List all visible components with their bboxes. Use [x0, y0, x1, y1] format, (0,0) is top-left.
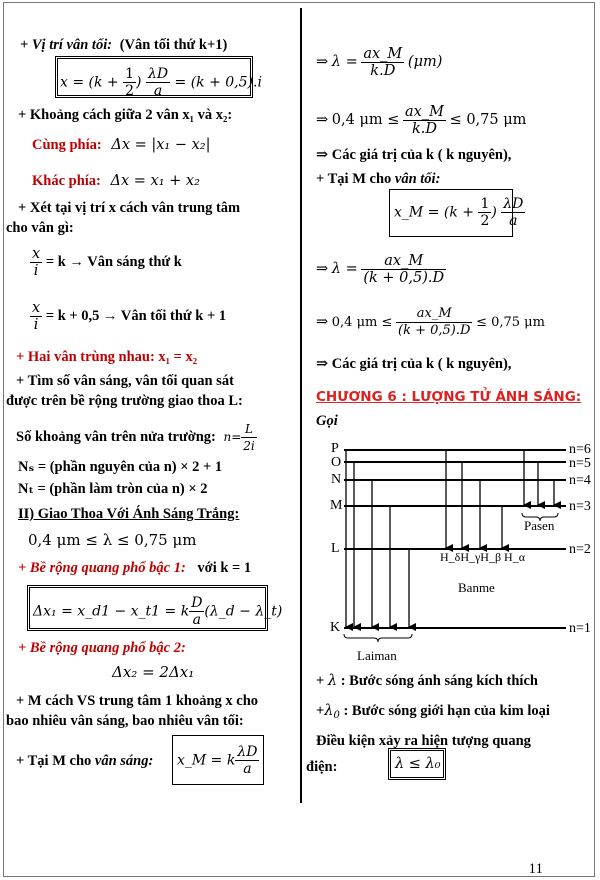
k-values-bright: ⇒ Các giá trị của k ( k nguyên), — [316, 147, 512, 163]
lambda-definition: + λ : Bước sóng ánh sáng kích thích — [316, 673, 538, 689]
level-n1: n=1 — [569, 621, 591, 636]
condition-line-2: điện: — [306, 759, 338, 775]
level-n4: n=4 — [569, 473, 591, 488]
white-light-range: 0,4 μm ≤ λ ≤ 0,75 μm — [28, 531, 197, 549]
level-O: O — [331, 455, 342, 470]
condition-line-1: Điều kiện xảy ra hiện tượng quang — [316, 733, 531, 749]
lambda-from-xm: ⇒ λ = $\frac{ax\_M}{k.D}$ (μm) — [316, 46, 443, 79]
lyman-transitions — [346, 450, 409, 627]
m-question-1: + M cách VS trung tâm 1 khoảng x cho — [16, 693, 259, 709]
lambda-from-xm-dark: ⇒ λ = $\frac{ax\_M}{(k + 0,5).D}$ — [316, 253, 445, 286]
white-light-heading: II) Giao Thoa Với Ánh Sáng Trắng: — [18, 506, 240, 522]
lyman-brace — [344, 634, 412, 642]
spectrum-order1-row: + Bề rộng quang phổ bậc 1: với k = 1 — [18, 560, 252, 576]
position-intro-1: + Xét tại vị trí x cách vân trung tâm — [18, 200, 241, 216]
lambda0-definition: $+\lambda_0$ : Bước sóng giới hạn của kim loại — [316, 703, 550, 721]
level-lines — [344, 450, 566, 628]
balmer-transitions — [446, 450, 502, 548]
same-side-row: Cùng phía: Δx = |x₁ − x₂| — [32, 137, 211, 153]
level-n2: n=2 — [569, 542, 591, 557]
series-lyman-label: Laiman — [357, 648, 397, 663]
coincide-rule: + Hai vân trùng nhau: x₁ = x₂ — [16, 349, 198, 365]
m-bright-label: + Tại M cho vân sáng: — [16, 753, 154, 769]
level-L: L — [331, 541, 340, 556]
pasen-transitions — [524, 450, 554, 505]
level-n6: n=6 — [569, 442, 591, 457]
level-N: N — [331, 472, 342, 487]
k-values-dark: ⇒ Các giá trị của k ( k nguyên), — [316, 356, 512, 372]
goi-label: Gọi — [316, 413, 338, 429]
count-intro-1: + Tìm số vân sáng, vân tối quan sát — [16, 373, 234, 389]
chapter-title: CHƯƠNG 6 : LƯỢNG TỬ ÁNH SÁNG: — [316, 389, 582, 405]
position-intro-2: cho vân gì: — [6, 220, 74, 236]
opposite-side-row: Khác phía: Δx = x₁ + x₂ — [32, 173, 200, 189]
level-n3: n=3 — [569, 499, 591, 514]
series-balmer-label: Banme — [458, 580, 495, 595]
series-balmer-lines: H_δH_γH_β H_α — [440, 550, 526, 564]
lambda-range-dark: ⇒ 0,4 μm ≤ $\frac{ax\_M}{(k + 0,5).D}$ ≤ 0,75 μm — [316, 306, 545, 338]
m-dark-label: + Tại M cho vân tối: — [316, 171, 441, 187]
level-K: K — [330, 620, 341, 635]
dark-fringe-rule: $\frac{x}{i}$ = k + 0,5 → Vân tối thứ k + 1 — [32, 300, 227, 333]
count-intro-2: được trên bề rộng trường giao thoa L: — [6, 393, 243, 409]
condition-formula: λ ≤ λ₀ — [395, 756, 441, 772]
m-question-2: bao nhiêu vân sáng, bao nhiêu vân tối: — [6, 713, 244, 729]
dark-count-rule: Nₜ = (phần làm tròn của n) × 2 — [18, 481, 208, 497]
m-bright-formula: x_M = k $\frac{\lambda D}{a}$ — [177, 744, 258, 777]
spectrum-order1-formula: Δx₁ = x_d1 − x_t1 = k $\frac{D}{a}$ (λ_d − λ_t) — [33, 595, 283, 628]
level-M: M — [330, 498, 343, 513]
lambda-range-bright: ⇒ 0,4 μm ≤ $\frac{ax\_M}{k.D}$ ≤ 0,75 μm — [316, 104, 527, 137]
distance-heading: + Khoảng cách giữa 2 vân x₁ và x₂: — [18, 107, 233, 123]
level-P: P — [331, 441, 339, 456]
spectrum-order2-formula: Δx₂ = 2Δx₁ — [112, 663, 195, 681]
level-n5: n=5 — [569, 456, 591, 471]
page-number: 11 — [528, 861, 543, 877]
dark-fringe-formula: x = (k + $\frac{1}{2}$ ) $\frac{\lambda D}{a}$ = (k + 0,5).i — [60, 66, 262, 99]
bright-count-rule: Nₛ = (phần nguyên của n) × 2 + 1 — [18, 459, 223, 475]
bright-fringe-rule: $\frac{x}{i}$ = k → Vân sáng thứ k — [32, 246, 182, 279]
spectrum-order2-label: + Bề rộng quang phổ bậc 2: — [18, 640, 186, 656]
dark-fringe-heading: + Vị trí vân tối: (Vân tối thứ k+1) — [20, 37, 228, 53]
half-field-row: Số khoảng vân trên nửa trường: n= $\frac{L}{2i}$ — [16, 422, 255, 453]
m-dark-formula: x_M = (k + $\frac{1}{2}$ ) $\frac{\lambda D}{a}$ — [394, 196, 524, 229]
series-pasen-label: Pasen — [524, 518, 555, 533]
column-divider — [300, 8, 302, 803]
